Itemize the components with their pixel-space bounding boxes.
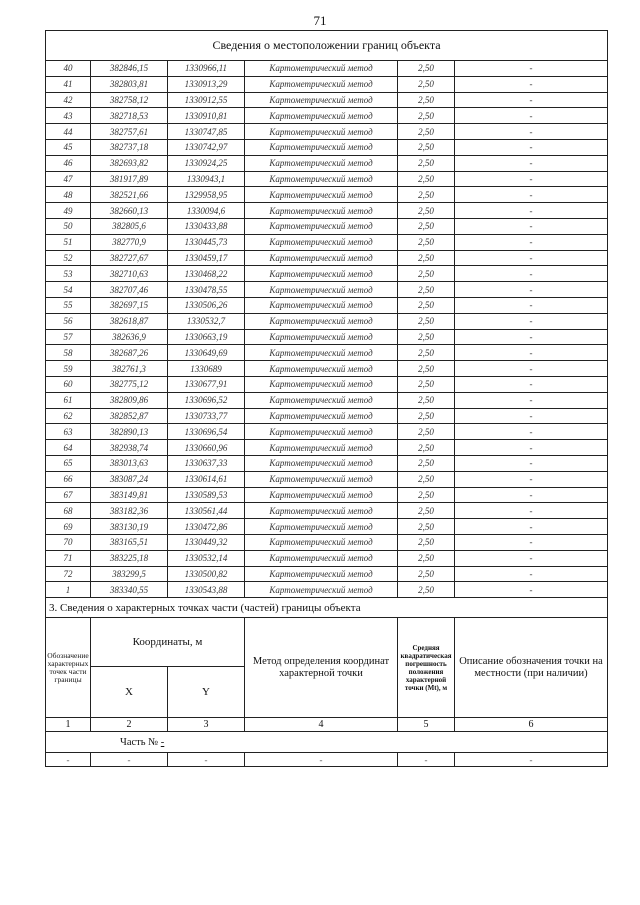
x-coordinate-cell: 382852,87 <box>91 408 168 424</box>
method-cell: Картометрический метод <box>245 203 398 219</box>
table-row <box>46 61 608 77</box>
description-cell: - <box>455 582 608 598</box>
accuracy-cell: 2,50 <box>398 534 455 550</box>
y-coordinate-cell: 1330433,88 <box>168 218 245 234</box>
table-row <box>46 218 608 234</box>
part-value: - <box>160 736 165 748</box>
y-coordinate-cell: 1330561,44 <box>168 503 245 519</box>
method-cell: Картометрический метод <box>245 566 398 582</box>
accuracy-cell: 2,50 <box>398 203 455 219</box>
section-title: Сведения о местоположении границ объекта <box>46 31 608 61</box>
x-coordinate-cell: 383340,55 <box>91 582 168 598</box>
y-coordinate-cell: 1330543,88 <box>168 582 245 598</box>
description-cell: - <box>455 155 608 171</box>
method-cell: Картометрический метод <box>245 534 398 550</box>
x-coordinate-cell: 382737,18 <box>91 139 168 155</box>
method-cell: Картометрический метод <box>245 550 398 566</box>
y-coordinate-cell: 1330742,97 <box>168 139 245 155</box>
page-number: 71 <box>313 13 327 28</box>
y-coordinate-cell: 1330589,53 <box>168 487 245 503</box>
description-cell: - <box>455 471 608 487</box>
part-label: Часть № <box>120 736 159 748</box>
point-number-cell: 61 <box>46 392 91 408</box>
accuracy-cell: 2,50 <box>398 392 455 408</box>
method-cell: Картометрический метод <box>245 282 398 298</box>
description-cell: - <box>455 203 608 219</box>
method-cell: Картометрический метод <box>245 424 398 440</box>
description-cell: - <box>455 282 608 298</box>
accuracy-cell: 2,50 <box>398 361 455 377</box>
method-cell: Картометрический метод <box>245 171 398 187</box>
description-cell: - <box>455 408 608 424</box>
x-coordinate-cell: 382890,13 <box>91 424 168 440</box>
accuracy-cell: 2,50 <box>398 76 455 92</box>
accuracy-cell: 2,50 <box>398 187 455 203</box>
point-number-cell: 41 <box>46 76 91 92</box>
table-row <box>46 408 608 424</box>
method-cell: Картометрический метод <box>245 487 398 503</box>
x-coordinate-cell: 382687,26 <box>91 345 168 361</box>
accuracy-cell: 2,50 <box>398 440 455 456</box>
column-index-5: 5 <box>398 718 455 732</box>
point-number-cell: 52 <box>46 250 91 266</box>
point-number-cell: 66 <box>46 471 91 487</box>
description-cell: - <box>455 313 608 329</box>
table-row <box>46 440 608 456</box>
method-cell: Картометрический метод <box>245 124 398 140</box>
method-cell: Картометрический метод <box>245 266 398 282</box>
description-cell: - <box>455 455 608 471</box>
description-cell: - <box>455 534 608 550</box>
y-coordinate-cell: 1330924,25 <box>168 155 245 171</box>
table-row <box>46 361 608 377</box>
y-coordinate-cell: 1330532,7 <box>168 313 245 329</box>
x-coordinate-cell: 382758,12 <box>91 92 168 108</box>
x-coordinate-cell: 382761,3 <box>91 361 168 377</box>
table-row <box>46 550 608 566</box>
point-number-cell: 56 <box>46 313 91 329</box>
point-number-cell: 59 <box>46 361 91 377</box>
accuracy-cell: 2,50 <box>398 124 455 140</box>
accuracy-cell: 2,50 <box>398 345 455 361</box>
method-cell: Картометрический метод <box>245 313 398 329</box>
accuracy-cell: 2,50 <box>398 155 455 171</box>
header-y: Y <box>168 667 245 718</box>
table-row <box>46 392 608 408</box>
y-coordinate-cell: 1330500,82 <box>168 566 245 582</box>
accuracy-cell: 2,50 <box>398 329 455 345</box>
description-cell: - <box>455 392 608 408</box>
point-number-cell: 43 <box>46 108 91 124</box>
y-coordinate-cell: 1330478,55 <box>168 282 245 298</box>
table-row <box>46 124 608 140</box>
y-coordinate-cell: 1330506,26 <box>168 297 245 313</box>
x-coordinate-cell: 382727,67 <box>91 250 168 266</box>
table-row <box>46 345 608 361</box>
y-coordinate-cell: 1330966,11 <box>168 61 245 77</box>
description-cell: - <box>455 329 608 345</box>
table-row <box>46 203 608 219</box>
point-number-cell: 1 <box>46 582 91 598</box>
table-row <box>46 566 608 582</box>
point-number-cell: 46 <box>46 155 91 171</box>
x-coordinate-cell: 382521,66 <box>91 187 168 203</box>
method-cell: Картометрический метод <box>245 503 398 519</box>
description-cell: - <box>455 250 608 266</box>
method-cell: Картометрический метод <box>245 250 398 266</box>
y-coordinate-cell: 1330913,29 <box>168 76 245 92</box>
x-coordinate-cell: 382693,82 <box>91 155 168 171</box>
y-coordinate-cell: 1329958,95 <box>168 187 245 203</box>
accuracy-cell: 2,50 <box>398 92 455 108</box>
part-number <box>46 732 608 753</box>
y-coordinate-cell: 1330747,85 <box>168 124 245 140</box>
table-row <box>46 534 608 550</box>
x-coordinate-cell: 382660,13 <box>91 203 168 219</box>
x-coordinate-cell: 381917,89 <box>91 171 168 187</box>
empty-point-row <box>46 753 608 767</box>
accuracy-cell: 2,50 <box>398 519 455 535</box>
x-coordinate-cell: 382707,46 <box>91 282 168 298</box>
x-coordinate-cell: 382803,81 <box>91 76 168 92</box>
point-number-cell: 71 <box>46 550 91 566</box>
y-coordinate-cell: 1330614,61 <box>168 471 245 487</box>
description-cell: - <box>455 519 608 535</box>
y-coordinate-cell: 1330677,91 <box>168 376 245 392</box>
column-index-3: 3 <box>168 718 245 732</box>
table-row <box>46 282 608 298</box>
y-coordinate-cell: 1330649,69 <box>168 345 245 361</box>
method-cell: Картометрический метод <box>245 139 398 155</box>
method-cell: Картометрический метод <box>245 329 398 345</box>
table-row <box>46 250 608 266</box>
y-coordinate-cell: 1330532,14 <box>168 550 245 566</box>
description-cell: - <box>455 345 608 361</box>
y-coordinate-cell: 1330696,54 <box>168 424 245 440</box>
method-cell: Картометрический метод <box>245 408 398 424</box>
y-coordinate-cell: 1330943,1 <box>168 171 245 187</box>
x-coordinate-cell: 383225,18 <box>91 550 168 566</box>
accuracy-cell: 2,50 <box>398 282 455 298</box>
y-coordinate-cell: 1330689 <box>168 361 245 377</box>
accuracy-cell: 2,50 <box>398 566 455 582</box>
method-cell: Картометрический метод <box>245 108 398 124</box>
accuracy-cell: 2,50 <box>398 266 455 282</box>
point-number-cell: 63 <box>46 424 91 440</box>
table-row <box>46 139 608 155</box>
point-number-cell: 53 <box>46 266 91 282</box>
accuracy-cell: 2,50 <box>398 108 455 124</box>
description-cell: - <box>455 234 608 250</box>
point-number-cell: 44 <box>46 124 91 140</box>
x-coordinate-cell: 383087,24 <box>91 471 168 487</box>
x-coordinate-cell: 382636,9 <box>91 329 168 345</box>
table-row <box>46 76 608 92</box>
y-coordinate-cell: 1330696,52 <box>168 392 245 408</box>
table-row <box>46 329 608 345</box>
point-number-cell: 62 <box>46 408 91 424</box>
method-cell: Картометрический метод <box>245 376 398 392</box>
table-row <box>46 234 608 250</box>
method-cell: Картометрический метод <box>245 345 398 361</box>
y-coordinate-cell: 1330663,19 <box>168 329 245 345</box>
y-coordinate-cell: 1330445,73 <box>168 234 245 250</box>
accuracy-cell: 2,50 <box>398 171 455 187</box>
accuracy-cell: 2,50 <box>398 297 455 313</box>
point-number-cell: 50 <box>46 218 91 234</box>
column-index-6: 6 <box>455 718 608 732</box>
point-number-cell: 42 <box>46 92 91 108</box>
accuracy-cell: 2,50 <box>398 424 455 440</box>
header-point-designation: Обозначение характерных точек части границы <box>46 618 91 718</box>
y-coordinate-cell: 1330459,17 <box>168 250 245 266</box>
method-cell: Картометрический метод <box>245 392 398 408</box>
x-coordinate-cell: 382770,9 <box>91 234 168 250</box>
description-cell: - <box>455 566 608 582</box>
point-number-cell: 49 <box>46 203 91 219</box>
description-cell: - <box>455 92 608 108</box>
accuracy-cell: 2,50 <box>398 250 455 266</box>
accuracy-cell: 2,50 <box>398 503 455 519</box>
section3-title-row <box>46 598 608 618</box>
table-row <box>46 582 608 598</box>
description-cell: - <box>455 124 608 140</box>
point-number-cell: 65 <box>46 455 91 471</box>
description-cell: - <box>455 550 608 566</box>
point-number-cell: 54 <box>46 282 91 298</box>
description-cell: - <box>455 487 608 503</box>
point-number-empty-cell: - <box>46 753 91 767</box>
x-coordinate-cell: 383149,81 <box>91 487 168 503</box>
description-empty-cell: - <box>455 753 608 767</box>
description-cell: - <box>455 503 608 519</box>
y-coordinate-cell: 1330468,22 <box>168 266 245 282</box>
point-number-cell: 47 <box>46 171 91 187</box>
point-number-cell: 64 <box>46 440 91 456</box>
description-cell: - <box>455 297 608 313</box>
section-title-row <box>46 31 608 61</box>
boundary-sheet <box>45 30 607 767</box>
table-row <box>46 155 608 171</box>
table-row <box>46 424 608 440</box>
accuracy-cell: 2,50 <box>398 218 455 234</box>
x-coordinate-cell: 382718,53 <box>91 108 168 124</box>
y-coordinate-cell: 1330660,96 <box>168 440 245 456</box>
accuracy-cell: 2,50 <box>398 582 455 598</box>
point-number-cell: 58 <box>46 345 91 361</box>
method-cell: Картометрический метод <box>245 297 398 313</box>
accuracy-cell: 2,50 <box>398 234 455 250</box>
column-index-1: 1 <box>46 718 91 732</box>
method-cell: Картометрический метод <box>245 440 398 456</box>
y-coordinate-empty-cell: - <box>168 753 245 767</box>
table-row <box>46 266 608 282</box>
accuracy-cell: 2,50 <box>398 61 455 77</box>
point-number-cell: 48 <box>46 187 91 203</box>
x-coordinate-cell: 382618,87 <box>91 313 168 329</box>
method-empty-cell: - <box>245 753 398 767</box>
y-coordinate-cell: 1330094,6 <box>168 203 245 219</box>
description-cell: - <box>455 76 608 92</box>
section3-title: 3. Сведения о характерных точках части (частей) границы объекта <box>46 598 608 618</box>
table-row <box>46 519 608 535</box>
y-coordinate-cell: 1330449,32 <box>168 534 245 550</box>
header-method: Метод определения координат характерной точки <box>245 618 398 718</box>
section3-header-row1 <box>46 618 608 667</box>
accuracy-cell: 2,50 <box>398 313 455 329</box>
y-coordinate-cell: 1330733,77 <box>168 408 245 424</box>
description-cell: - <box>455 61 608 77</box>
accuracy-cell: 2,50 <box>398 408 455 424</box>
method-cell: Картометрический метод <box>245 155 398 171</box>
accuracy-cell: 2,50 <box>398 471 455 487</box>
x-coordinate-cell: 382775,12 <box>91 376 168 392</box>
description-cell: - <box>455 361 608 377</box>
x-coordinate-cell: 382846,15 <box>91 61 168 77</box>
table-row <box>46 503 608 519</box>
method-cell: Картометрический метод <box>245 361 398 377</box>
header-description: Описание обозначения точки на местности (при наличии) <box>455 618 608 718</box>
x-coordinate-cell: 383130,19 <box>91 519 168 535</box>
accuracy-empty-cell: - <box>398 753 455 767</box>
column-index-2: 2 <box>91 718 168 732</box>
method-cell: Картометрический метод <box>245 187 398 203</box>
method-cell: Картометрический метод <box>245 234 398 250</box>
y-coordinate-cell: 1330910,81 <box>168 108 245 124</box>
table-row <box>46 187 608 203</box>
accuracy-cell: 2,50 <box>398 139 455 155</box>
point-number-cell: 51 <box>46 234 91 250</box>
point-number-cell: 57 <box>46 329 91 345</box>
table-row <box>46 108 608 124</box>
accuracy-cell: 2,50 <box>398 487 455 503</box>
point-number-cell: 70 <box>46 534 91 550</box>
method-cell: Картометрический метод <box>245 455 398 471</box>
x-coordinate-cell: 383299,5 <box>91 566 168 582</box>
header-x: X <box>91 667 168 718</box>
x-coordinate-empty-cell: - <box>91 753 168 767</box>
table-row <box>46 376 608 392</box>
description-cell: - <box>455 218 608 234</box>
column-index-row <box>46 718 608 732</box>
x-coordinate-cell: 382710,63 <box>91 266 168 282</box>
x-coordinate-cell: 383013,63 <box>91 455 168 471</box>
table-row <box>46 171 608 187</box>
point-number-cell: 69 <box>46 519 91 535</box>
description-cell: - <box>455 440 608 456</box>
x-coordinate-cell: 382757,61 <box>91 124 168 140</box>
table-row <box>46 487 608 503</box>
method-cell: Картометрический метод <box>245 218 398 234</box>
table-row <box>46 297 608 313</box>
point-number-cell: 67 <box>46 487 91 503</box>
header-coordinates: Координаты, м <box>91 618 245 667</box>
description-cell: - <box>455 108 608 124</box>
point-number-cell: 72 <box>46 566 91 582</box>
point-number-cell: 40 <box>46 61 91 77</box>
y-coordinate-cell: 1330472,86 <box>168 519 245 535</box>
description-cell: - <box>455 424 608 440</box>
description-cell: - <box>455 171 608 187</box>
x-coordinate-cell: 383182,36 <box>91 503 168 519</box>
part-number-row <box>46 732 608 753</box>
boundary-table <box>45 30 608 598</box>
accuracy-cell: 2,50 <box>398 455 455 471</box>
method-cell: Картометрический метод <box>245 582 398 598</box>
section3-table <box>45 598 608 767</box>
x-coordinate-cell: 382697,15 <box>91 297 168 313</box>
method-cell: Картометрический метод <box>245 76 398 92</box>
table-row <box>46 92 608 108</box>
method-cell: Картометрический метод <box>245 471 398 487</box>
method-cell: Картометрический метод <box>245 61 398 77</box>
y-coordinate-cell: 1330637,33 <box>168 455 245 471</box>
column-index-4: 4 <box>245 718 398 732</box>
point-number-cell: 68 <box>46 503 91 519</box>
point-number-cell: 45 <box>46 139 91 155</box>
x-coordinate-cell: 382809,86 <box>91 392 168 408</box>
method-cell: Картометрический метод <box>245 519 398 535</box>
x-coordinate-cell: 382938,74 <box>91 440 168 456</box>
accuracy-cell: 2,50 <box>398 550 455 566</box>
description-cell: - <box>455 376 608 392</box>
description-cell: - <box>455 187 608 203</box>
method-cell: Картометрический метод <box>245 92 398 108</box>
point-number-cell: 60 <box>46 376 91 392</box>
description-cell: - <box>455 266 608 282</box>
table-row <box>46 313 608 329</box>
table-row <box>46 455 608 471</box>
x-coordinate-cell: 382805,6 <box>91 218 168 234</box>
point-number-cell: 55 <box>46 297 91 313</box>
header-accuracy: Средняя квадратическая погрешность положения характерной точки (Мt), м <box>398 618 455 718</box>
y-coordinate-cell: 1330912,55 <box>168 92 245 108</box>
x-coordinate-cell: 383165,51 <box>91 534 168 550</box>
description-cell: - <box>455 139 608 155</box>
table-row <box>46 471 608 487</box>
accuracy-cell: 2,50 <box>398 376 455 392</box>
